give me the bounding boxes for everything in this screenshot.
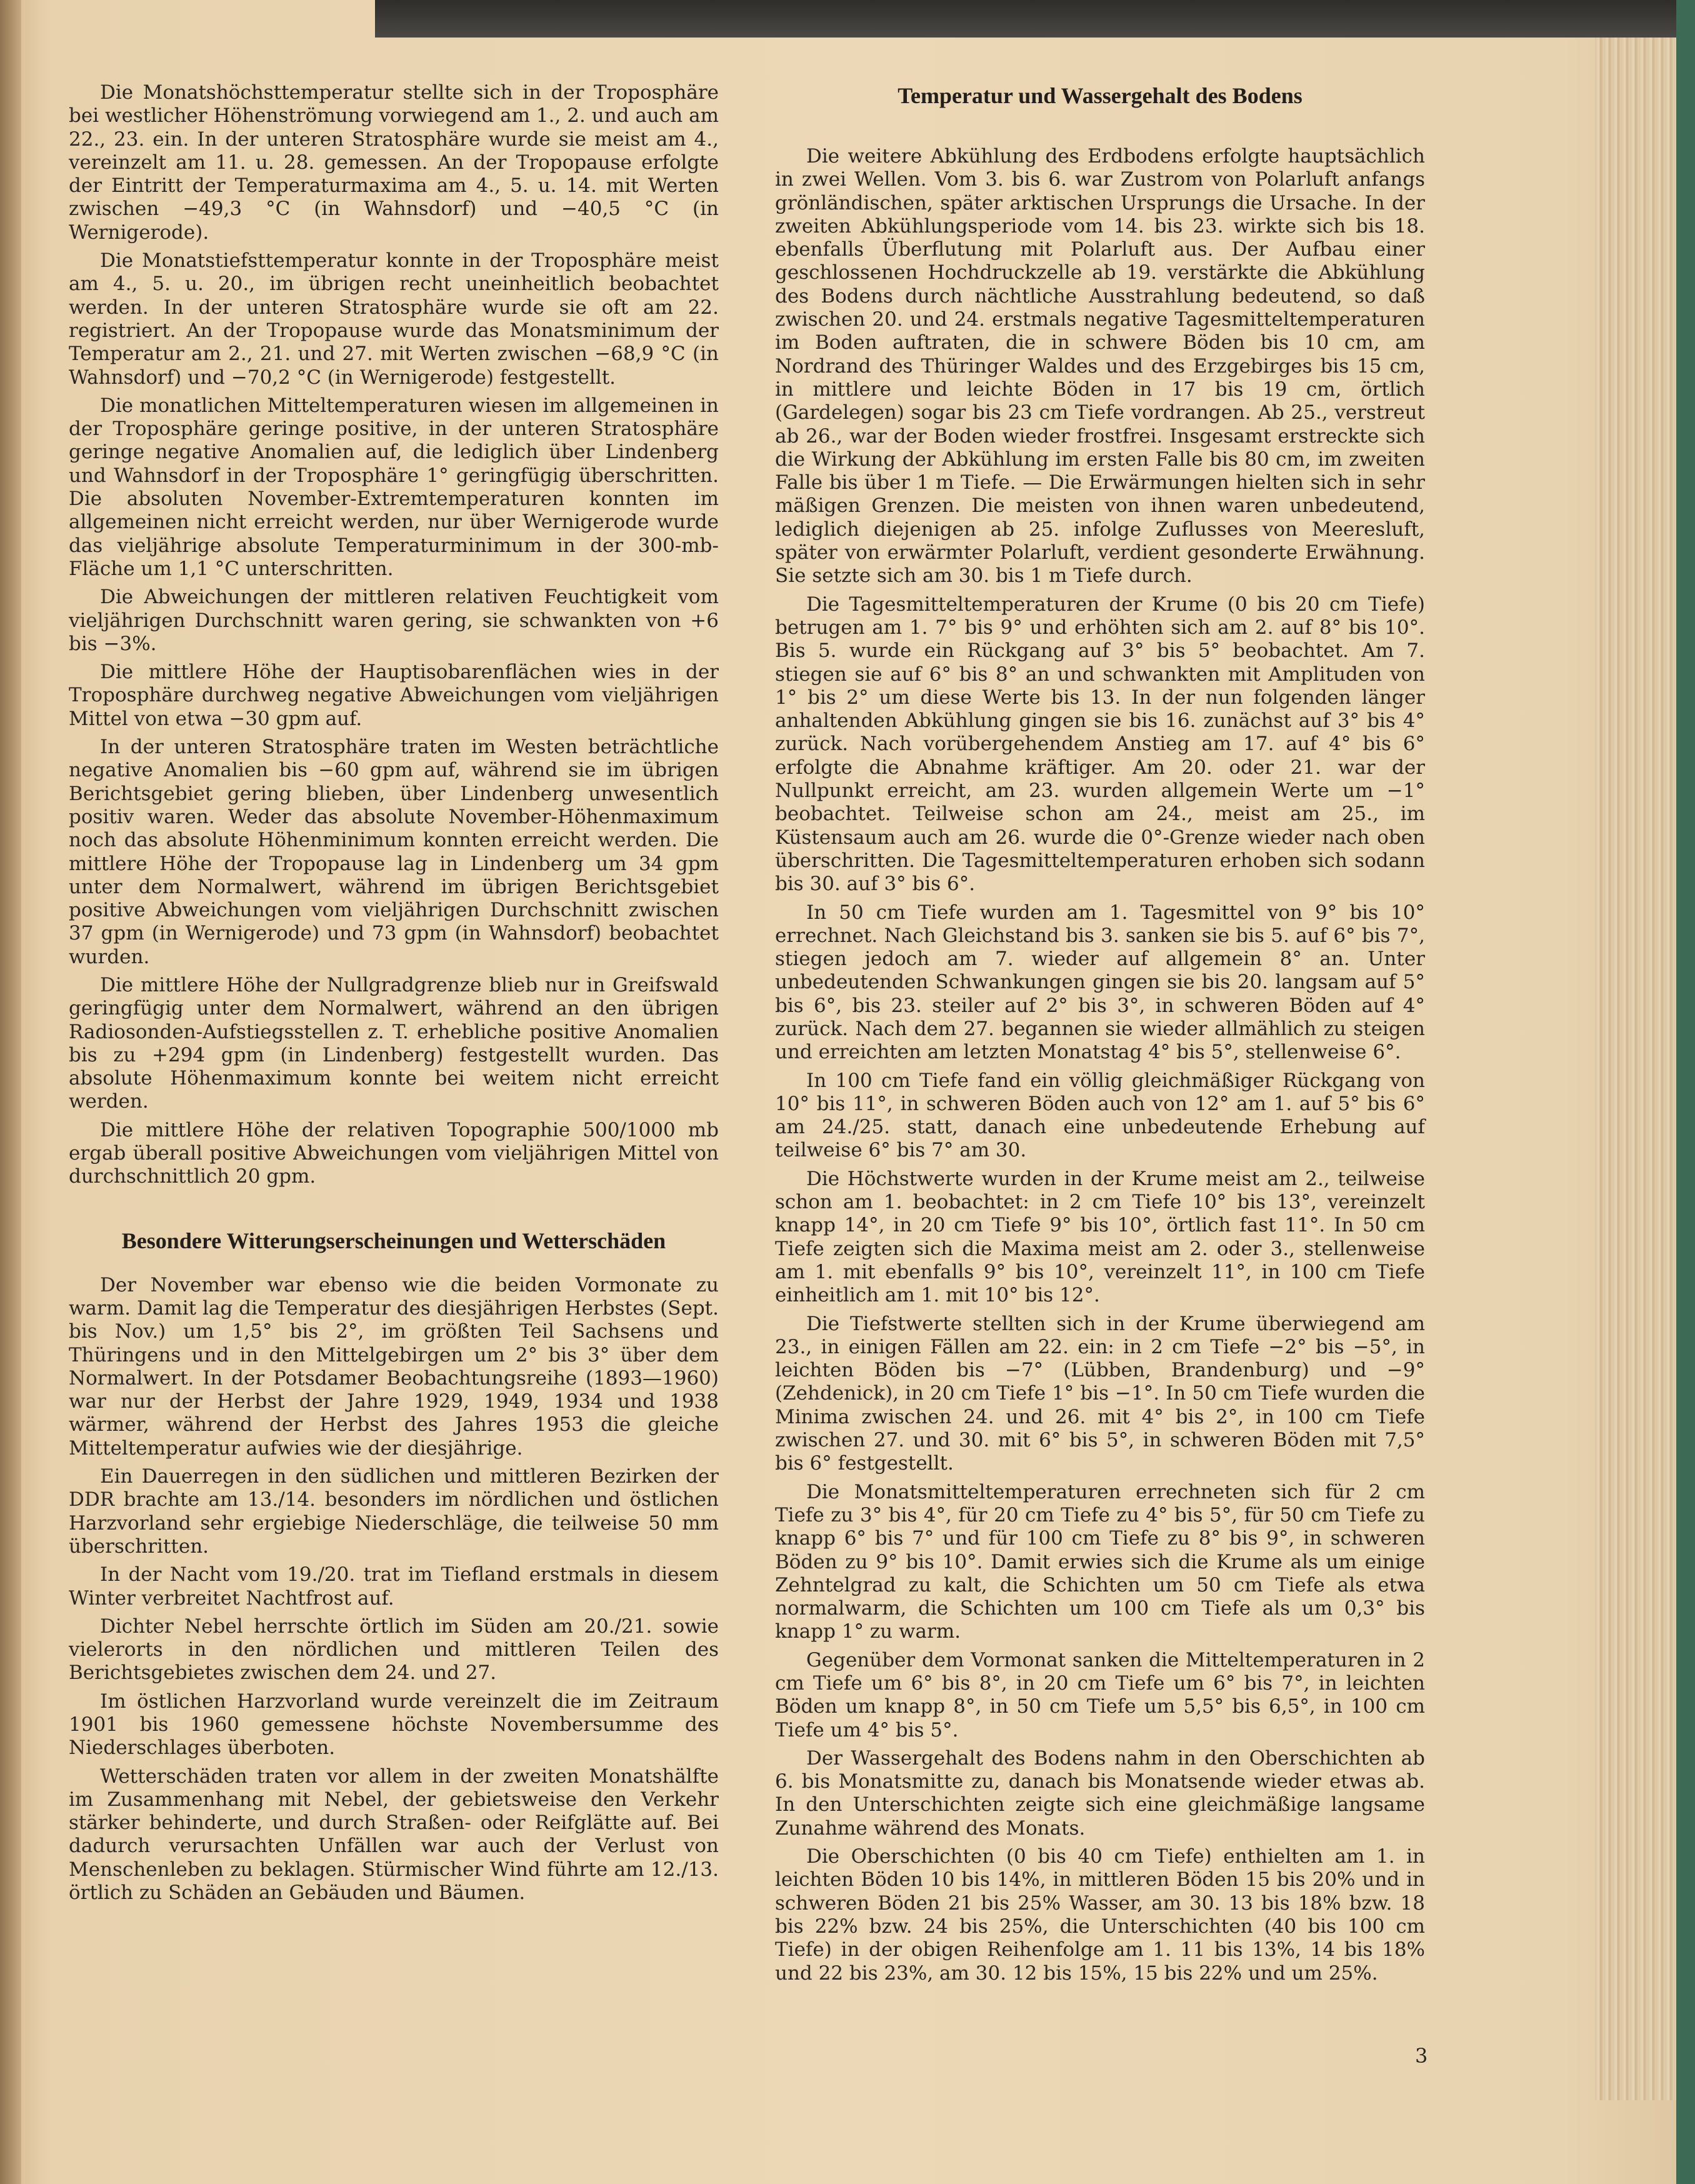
paragraph: Die weitere Abkühlung des Erdbodens erfolgte hauptsächlich in zwei Wellen. Vom 3. bis 6. war Zustrom von Polarluft anfangs grönländischen, später arktischen Ursprungs die Ursache. In der zweiten Abkühlungsperiode vom 14. bis 23. wirkte sich bis 18. ebenfalls Überflutung mit Polarluft aus. Der Aufbau einer geschlossenen Hochdruckzelle ab 19. verstärkte die Abkühlung des Bodens durch nächtliche Ausstrahlung bedeutend, so daß zwischen 20. und 24. erstmals negative Tagesmitteltemperaturen im Boden auftraten, die in schwere Böden bis 10 cm, am Nordrand des Thüringer Waldes und des Erzgebirges bis 15 cm, in mittlere und leichte Böden in 17 bis 19 cm, örtlich (Gardelegen) sogar bis 23 cm Tiefe vordrangen. Ab 25., verstreut ab 26., war der Boden wieder frostfrei. Insgesamt erstreckte sich die Wirkung der Abkühlung im ersten Falle bis 80 cm, im zweiten Falle bis über 1 m Tiefe. — Die Erwärmungen hielten sich in sehr mäßigen Grenzen. Die meisten von ihnen waren unbedeutend, lediglich diejenigen ab 25. infolge Zuflusses von Meeresluft, später von erwärmter Polarluft, verdient gesonderte Erwähnung. Sie setzte sich am 30. bis 1 m Tiefe durch. — [775, 145, 1425, 588]
paragraph: Im östlichen Harzvorland wurde vereinzelt die im Zeitraum 1901 bis 1960 gemessene höchste Novembersumme des Niederschlages überboten. — [69, 1690, 719, 1760]
paragraph: In der unteren Stratosphäre traten im Westen beträchtliche negative Anomalien bis −60 gpm auf, während sie im übrigen Berichtsgebiet gering blieben, über Lindenberg unwesentlich positiv waren. Weder das absolute November-Höhenmaximum noch das absolute Höhenminimum konnten erreicht werden. Die mittlere Höhe der Tropopause lag in Lindenberg um 34 gpm unter dem Normalwert, während im übrigen Berichtsgebiet positive Abweichungen vom vieljährigen Durchschnitt zwischen 37 gpm (in Wernigerode) und 73 gpm (in Wahnsdorf) beobachtet wurden. — [69, 736, 719, 968]
paragraph: Die monatlichen Mitteltemperaturen wiesen im allgemeinen in der Troposphäre geringe positive, in der unteren Stratosphäre geringe negative Anomalien auf, die lediglich über Lindenberg und Wahnsdorf in der Troposphäre 1° geringfügig überschritten. Die absoluten November-Extremtemperaturen konnten im allgemeinen nicht erreicht werden, nur über Wernigerode wurde das vieljährige absolute Temperaturminimum in der 300-mb-Fläche um 1,1 °C unterschritten. — [69, 394, 719, 580]
book-binding — [0, 0, 21, 2184]
paragraph: Die Abweichungen der mittleren relativen Feuchtigkeit vom vieljährigen Durchschnitt waren gering, sie schwankten von +6 bis −3%. — [69, 586, 719, 655]
paragraph: Die mittlere Höhe der Hauptisobarenflächen wies in der Troposphäre durchweg negative Abweichungen vom vieljährigen Mittel von etwa −30 gpm auf. — [69, 661, 719, 730]
paragraph: Die mittlere Höhe der relativen Topographie 500/1000 mb ergab überall positive Abweichungen vom vieljährigen Mittel von durchschnittlich 20 gpm. — [69, 1118, 719, 1188]
book-cover-edge — [1676, 0, 1695, 2184]
section-heading-weather-events: Besondere Witterungserscheinungen und Wetterschäden — [121, 1228, 666, 1253]
top-edge-shadow — [375, 0, 1695, 38]
paragraph: In 100 cm Tiefe fand ein völlig gleichmäßiger Rückgang von 10° bis 11°, in schweren Böden auch von 12° am 1. auf 5° bis 6° am 24./25. statt, danach eine unbedeutende Erhebung auf teilweise 6° bis 7° am 30. — [775, 1069, 1425, 1162]
paragraph: Dichter Nebel herrschte örtlich im Süden am 20./21. sowie vielerorts in den nördlichen und mittleren Teilen des Berichtsgebietes zwischen dem 24. und 27. — [69, 1615, 719, 1685]
paragraph: Der Wassergehalt des Bodens nahm in den Oberschichten ab 6. bis Monatsmitte zu, danach bis Monatsende wieder etwas ab. In den Unterschichten zeigte sich eine gleichmäßige langsame Zunahme während des Monats. — [775, 1746, 1425, 1840]
section-heading-soil: Temperatur und Wassergehalt des Bodens — [898, 83, 1302, 108]
paragraph: Die Tiefstwerte stellten sich in der Krume überwiegend am 23., in einigen Fällen am 22. ein: in 2 cm Tiefe −2° bis −5°, in leichten Böden bis −7° (Lübben, Brandenburg) und −9° (Zehdenick), in 20 cm Tiefe 1° bis −1°. In 50 cm Tiefe wurden die Minima zwischen 24. und 26. mit 4° bis 2°, in 100 cm Tiefe zwischen 27. und 30. mit 6° bis 5°, in schweren Böden mit 7,5° bis 6° festgestellt. — [775, 1312, 1425, 1475]
paragraph: Gegenüber dem Vormonat sanken die Mitteltemperaturen in 2 cm Tiefe um 6° bis 8°, in 20 cm Tiefe um 6° bis 7°, in leichten Böden um knapp 8°, in 50 cm Tiefe um 5,5° bis 6,5°, in 100 cm Tiefe um 4° bis 5°. — [775, 1648, 1425, 1741]
paragraph: Wetterschäden traten vor allem in der zweiten Monatshälfte im Zusammenhang mit Nebel, der gebietsweise den Verkehr stärker behinderte, und durch Straßen- oder Reifglätte auf. Bei dadurch verursachten Unfällen war auch der Verlust von Menschenleben zu beklagen. Stürmischer Wind führte am 12./13. örtlich zu Schäden an Gebäuden und Bäumen. — [69, 1765, 719, 1905]
paragraph: Die Höchstwerte wurden in der Krume meist am 2., teilweise schon am 1. beobachtet: in 2 cm Tiefe 10° bis 13°, vereinzelt knapp 14°, in 20 cm Tiefe 9° bis 10°, örtlich fast 11°. In 50 cm Tiefe zeigten sich die Maxima meist am 2. oder 3., stellenweise am 1. mit ebenfalls 9° bis 10°, vereinzelt 11°, in 100 cm Tiefe einheitlich am 1. mit 10° bis 12°. — [775, 1167, 1425, 1307]
paragraph: Ein Dauerregen in den südlichen und mittleren Bezirken der DDR brachte am 13./14. besonders im nördlichen und östlichen Harzvorland sehr ergiebige Niederschläge, die teilweise 50 mm überschritten. — [69, 1465, 719, 1558]
right-column — [775, 81, 1425, 1990]
paragraph: Die Tagesmitteltemperaturen der Krume (0 bis 20 cm Tiefe) betrugen am 1. 7° bis 9° und erhöhten sich am 2. auf 8° bis 10°. Bis 5. wurde ein Rückgang auf 3° bis 5° beobachtet. Am 7. stiegen sie auf 6° bis 8° an und schwankten mit Amplituden von 1° bis 2° um diese Werte bis 13. In der nun folgenden länger anhaltenden Abkühlung gingen sie bis 16. zunächst auf 3° bis 4° zurück. Nach vorübergehendem Anstieg am 17. auf 4° bis 6° erfolgte die Abnahme kräftiger. Am 20. oder 21. war der Nullpunkt erreicht, am 23. wurden allgemein Werte um −1° beobachtet. Teilweise schon am 24., meist am 25., im Küstensaum auch am 26. wurde die 0°-Grenze wieder nach oben überschritten. Die Tagesmitteltemperaturen erhoben sich sodann bis 30. auf 3° bis 6°. — [775, 593, 1425, 896]
paragraph: In 50 cm Tiefe wurden am 1. Tagesmittel von 9° bis 10° errechnet. Nach Gleichstand bis 3. sanken sie bis 5. auf 6° bis 7°, stiegen jedoch am 7. wieder auf allgemein 8° an. Unter unbedeutenden Schwankungen gingen sie bis 20. langsam auf 5° bis 6°, bis 23. steiler auf 2° bis 3°, in schweren Böden auf 4° zurück. Nach dem 27. begannen sie wieder allmählich zu steigen und erreichten am letzten Monatstag 4° bis 5°, stellenweise 6°. — [775, 901, 1425, 1064]
paragraph: Die Monatshöchsttemperatur stellte sich in der Troposphäre bei westlicher Höhenströmung vorwiegend am 1., 2. und auch am 22., 23. ein. In der unteren Stratosphäre wurde sie meist am 4., vereinzelt am 11. u. 28. gemessen. An der Tropopause erfolgte der Eintritt der Temperaturmaxima am 4., 5. u. 14. mit Werten zwischen −49,3 °C (in Wahnsdorf) und −40,5 °C (in Wernigerode). — [69, 81, 719, 244]
page-number: 3 — [1415, 2044, 1428, 2068]
left-column — [69, 81, 719, 1910]
paragraph: Die Monatsmitteltemperaturen errechneten sich für 2 cm Tiefe zu 3° bis 4°, für 20 cm Tiefe zu 4° bis 5°, für 50 cm Tiefe zu knapp 6° bis 7° und für 100 cm Tiefe zu 8° bis 9°, in schweren Böden zu 9° bis 10°. Damit erwies sich die Krume als um einige Zehntelgrad zu kalt, die Schichten um 50 cm Tiefe als etwa normalwarm, die Schichten um 100 cm Tiefe als um 0,3° bis knapp 1° zu warm. — [775, 1480, 1425, 1643]
paragraph: Der November war ebenso wie die beiden Vormonate zu warm. Damit lag die Temperatur des diesjährigen Herbstes (Sept. bis Nov.) um 1,5° bis 2°, im größten Teil Sachsens und Thüringens und in den Mittelgebirgen um 2° bis 3° über dem Normalwert. In der Potsdamer Beobachtungsreihe (1893—1960) war nur der Herbst der Jahre 1929, 1949, 1934 und 1938 wärmer, während der Herbst des Jahres 1953 die gleiche Mitteltemperatur aufwies wie der diesjährige. — [69, 1273, 719, 1460]
paragraph: In der Nacht vom 19./20. trat im Tiefland erstmals in diesem Winter verbreitet Nachtfrost auf. — [69, 1563, 719, 1610]
paragraph: Die Oberschichten (0 bis 40 cm Tiefe) enthielten am 1. in leichten Böden 10 bis 14%, in mittleren Böden 15 bis 20% und in schweren Böden 21 bis 25% Wasser, am 30. 13 bis 18% bzw. 18 bis 22% bzw. 24 bis 25%, die Unterschichten (40 bis 100 cm Tiefe) in der obigen Reihenfolge am 1. 11 bis 13%, 14 bis 18% und 22 bis 23%, am 30. 12 bis 15%, 15 bis 22% und um 25%. — [775, 1845, 1425, 1985]
paragraph: Die mittlere Höhe der Nullgradgrenze blieb nur in Greifswald geringfügig unter dem Normalwert, während an den übrigen Radiosonden-Aufstiegsstellen z. T. erhebliche positive Anomalien bis zu +294 gpm (in Lindenberg) festgestellt wurden. Das absolute Höhenmaximum konnte bei weitem nicht erreicht werden. — [69, 973, 719, 1113]
paragraph: Die Monatstiefsttemperatur konnte in der Troposphäre meist am 4., 5. u. 20., im übrigen recht uneinheitlich beobachtet werden. In der unteren Stratosphäre wurde sie oft am 22. registriert. An der Tropopause wurde das Monatsminimum der Temperatur am 2., 21. und 27. mit Werten zwischen −68,9 °C (in Wahnsdorf) und −70,2 °C (in Wernigerode) festgestellt. — [69, 249, 719, 389]
